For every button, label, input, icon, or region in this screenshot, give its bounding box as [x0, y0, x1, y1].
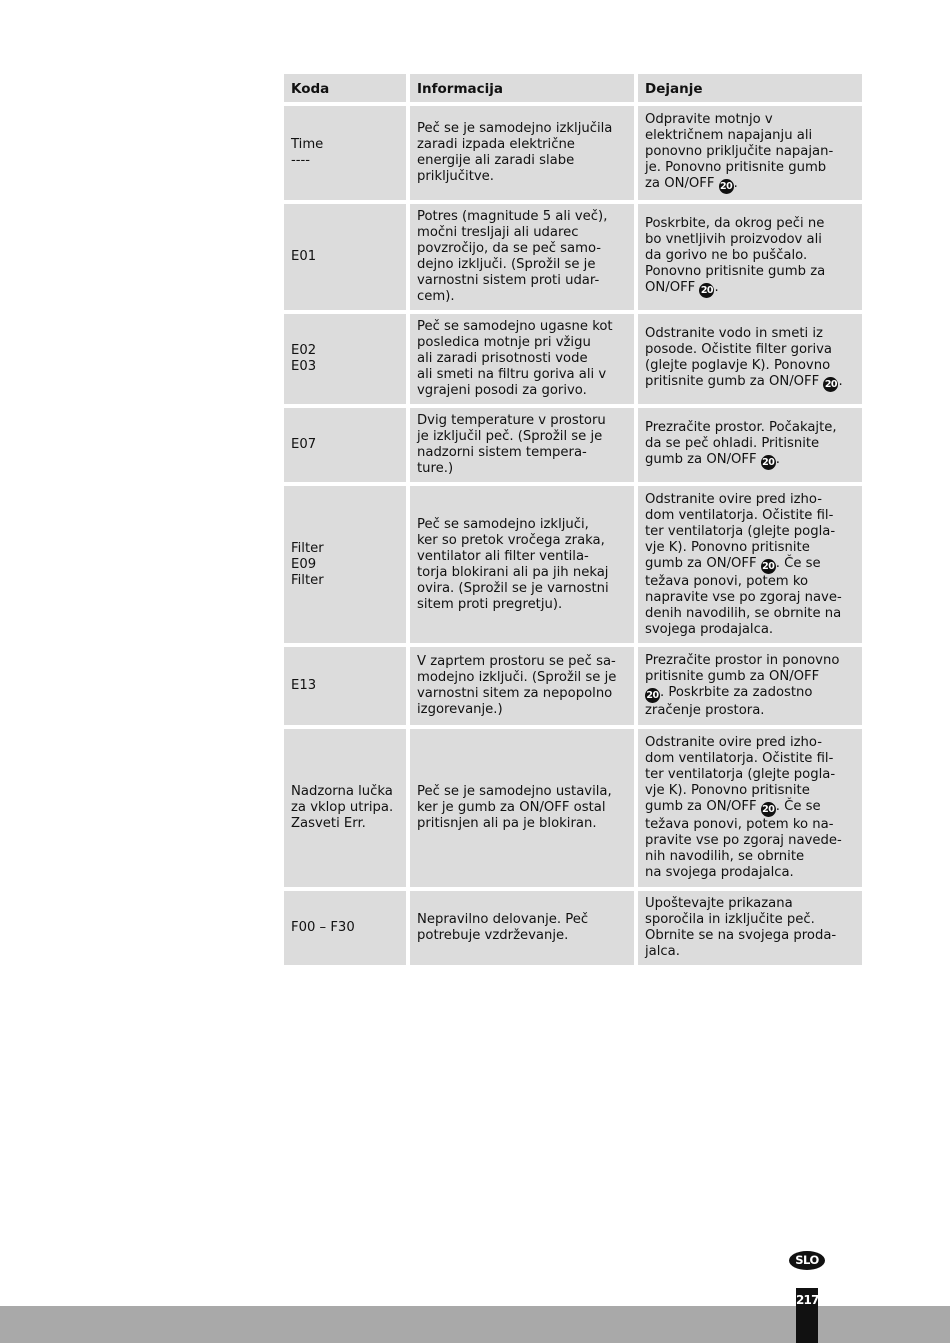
- ref-number-icon: 20: [762, 804, 775, 815]
- cell-code: Time ----: [284, 106, 406, 200]
- error-code-table: [284, 74, 862, 965]
- cell-code: Nadzorna lučka za vklop utripa. Zasveti Err.: [284, 729, 406, 887]
- cell-info: Dvig temperature v prostoru je izključil peč. (Sprožil se je nadzorni sistem tempera- ture.): [410, 408, 634, 482]
- cell-code: E07: [284, 408, 406, 482]
- cell-action: Odstranite ovire pred izho- dom ventilatorja. Očistite fil- ter ventilatorja (glejte pogla- vje K). Ponovno pritisnite gumb za ON/OFF 20. Če se težava ponovi, potem ko na- pravite vse po zgoraj navede- nih navodilih, se obrnite na svojega prodajalca.: [638, 729, 862, 887]
- cell-action: Prezračite prostor in ponovno pritisnite gumb za ON/OFF 20. Poskrbite za zadostno zračenje prostora.: [638, 647, 862, 725]
- cell-code: E01: [284, 204, 406, 310]
- cell-action: Poskrbite, da okrog peči ne bo vnetljivih proizvodov ali da gorivo ne bo puščalo. Ponovno pritisnite gumb za ON/OFF 20.: [638, 204, 862, 310]
- cell-code: E02 E03: [284, 314, 406, 404]
- cell-code: F00 – F30: [284, 891, 406, 965]
- ref-number-icon: 20: [762, 560, 775, 572]
- header-info: Informacija: [410, 74, 634, 102]
- cell-info: Peč se samodejno izključi, ker so pretok vročega zraka, ventilator ali filter ventila- torja blokirani ali pa jih nekaj ovira. (Sprožil se je varnostni sitem proti pregretju).: [410, 486, 634, 643]
- cell-action: Odstranite ovire pred izho- dom ventilatorja. Očistite fil- ter ventilatorja (glejte pogla- vje K). Ponovno pritisnite gumb za ON/OFF 20. Če se težava ponovi, potem ko napravite vse po zgoraj nave- denih navodilih, se obrnite na svojega prodajalca.: [638, 486, 862, 643]
- cell-info: V zaprtem prostoru se peč sa- modejno izključi. (Sprožil se je varnostni sitem za nepopolno izgorevanje.): [410, 647, 634, 725]
- page-number: 217: [796, 1288, 818, 1343]
- ref-number-icon: 20: [824, 379, 838, 390]
- cell-info: Peč se je samodejno ustavila, ker je gumb za ON/OFF ostal pritisnjen ali pa je blokiran.: [410, 729, 634, 887]
- cell-action: Prezračite prostor. Počakajte, da se peč ohladi. Pritisnite gumb za ON/OFF 20.: [638, 408, 862, 482]
- ref-number-icon: 20: [720, 181, 733, 192]
- cell-code: Filter E09 Filter: [284, 486, 406, 643]
- header-code: Koda: [284, 74, 406, 102]
- language-badge: SLO: [789, 1251, 825, 1270]
- ref-number-icon: 20: [646, 690, 659, 701]
- cell-info: Peč se je samodejno izključila zaradi izpada električne energije ali zaradi slabe priključitve.: [410, 106, 634, 200]
- cell-info: Peč se samodejno ugasne kot posledica motnje pri vžigu ali zaradi prisotnosti vode ali smeti na filtru goriva ali v vgrajeni posodi za gorivo.: [410, 314, 634, 404]
- header-action: Dejanje: [638, 74, 862, 102]
- ref-number-icon: 20: [762, 457, 775, 468]
- cell-info: Nepravilno delovanje. Peč potrebuje vzdrževanje.: [410, 891, 634, 965]
- cell-action: Odpravite motnjo v električnem napajanju ali ponovno priključite napajan- je. Ponovno pritisnite gumb za ON/OFF 20.: [638, 106, 862, 200]
- cell-action: Odstranite vodo in smeti iz posode. Očistite filter goriva (glejte poglavje K). Ponovno pritisnite gumb za ON/OFF 20.: [638, 314, 862, 404]
- cell-code: E13: [284, 647, 406, 725]
- cell-action: Upoštevajte prikazana sporočila in izključite peč. Obrnite se na svojega proda- jalca.: [638, 891, 862, 965]
- cell-info: Potres (magnitude 5 ali več), močni tresljaji ali udarec povzročijo, da se peč samo- dejno izključi. (Sprožil se je varnostni sistem proti udar- cem).: [410, 204, 634, 310]
- ref-number-icon: 20: [700, 285, 714, 296]
